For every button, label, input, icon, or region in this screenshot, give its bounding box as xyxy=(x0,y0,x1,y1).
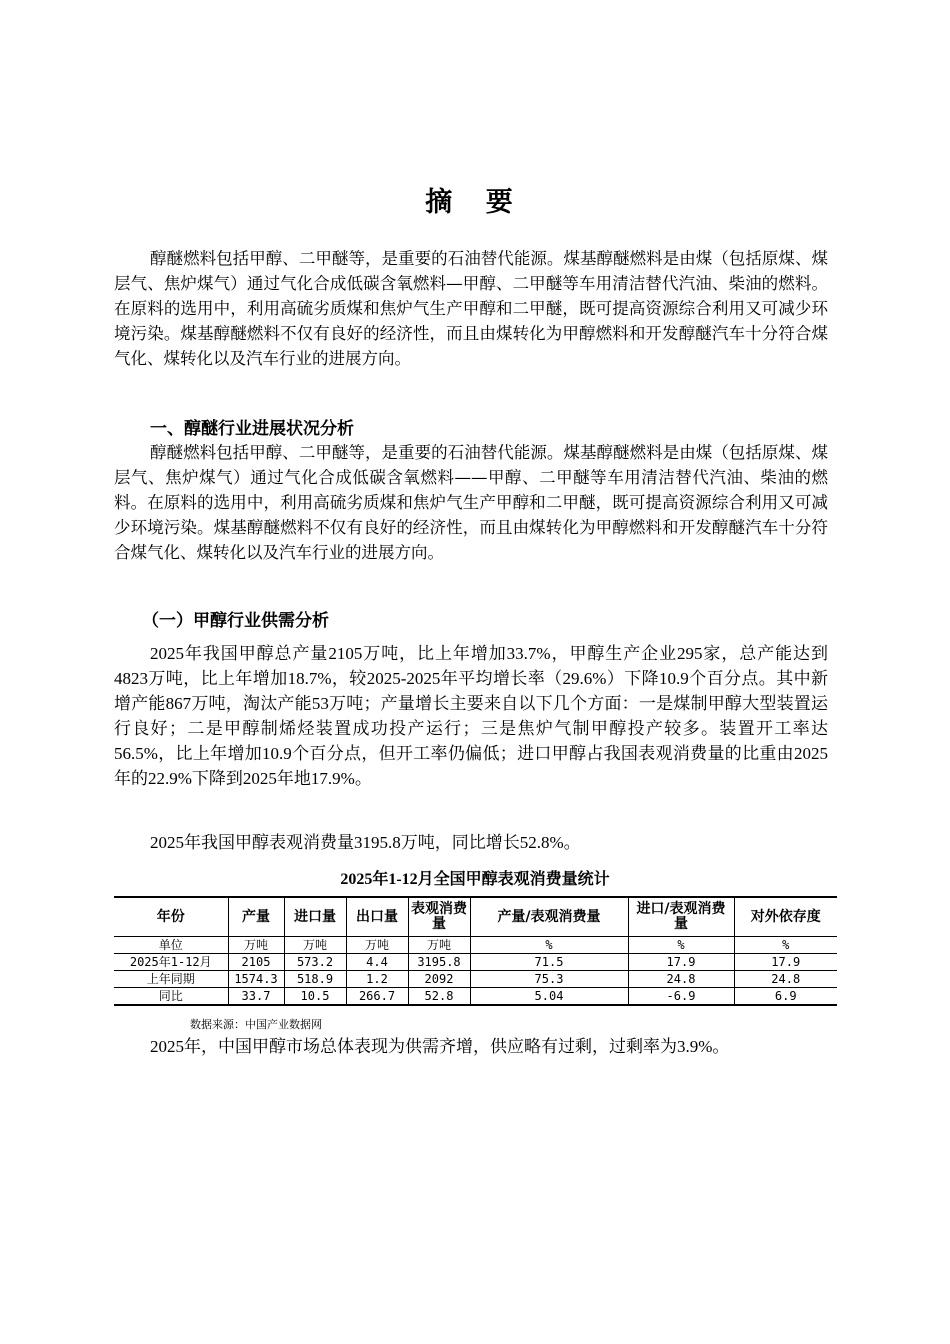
methanol-consumption-table xyxy=(114,896,837,1006)
table-cell: 1574.3 xyxy=(228,971,284,988)
table-row xyxy=(114,937,837,954)
column-header: 产量 xyxy=(228,897,284,937)
table-cell: % xyxy=(470,937,628,954)
table-cell: 2025年1-12月 xyxy=(114,954,228,971)
table-cell: 33.7 xyxy=(228,988,284,1006)
table-cell: 万吨 xyxy=(228,937,284,954)
table-cell: 3195.8 xyxy=(408,954,470,971)
table-cell: 1.2 xyxy=(346,971,408,988)
table-row xyxy=(114,954,837,971)
table-cell: 17.9 xyxy=(734,954,837,971)
table-cell: % xyxy=(734,937,837,954)
table-cell: 17.9 xyxy=(628,954,734,971)
subsection-heading-1: （一）甲醇行业供需分析 xyxy=(142,611,329,631)
column-header: 年份 xyxy=(114,897,228,937)
table-cell: 2092 xyxy=(408,971,470,988)
section-heading-1: 一、醇醚行业进展状况分析 xyxy=(150,419,354,439)
supply-paragraph: 2025年我国甲醇总产量2105万吨，比上年增加33.7%，甲醇生产企业295家，总产能达到4823万吨，比上年增加18.7%，较2025-2025年平均增长率（29.6%）下降10.9个百分点。其中新增产能867万吨，淘汰产能53万吨；产量增长主要来自以下几个方面：一是煤制甲醇大型装置运行良好；二是甲醇制烯烃装置成功投产运行；三是焦炉气制甲醇投产较多。装置开工率达56.5%，比上年增加10.9个百分点，但开工率仍偏低；进口甲醇占我国表观消费量的比重由2025年的22.9%下降到2025年地17.9%。 xyxy=(114,644,828,788)
table-cell: % xyxy=(628,937,734,954)
table-cell: 6.9 xyxy=(734,988,837,1006)
table-row xyxy=(114,971,837,988)
intro-paragraph: 醇醚燃料包括甲醇、二甲醚等，是重要的石油替代能源。煤基醇醚燃料是由煤（包括原煤、煤层气、焦炉煤气）通过气化合成低碳含氧燃料—甲醇、二甲醚等车用清洁替代汽油、柴油的燃料。在原料的选用中，利用高硫劣质煤和焦炉气生产甲醇和二甲醚，既可提高资源综合利用又可减少环境污染。煤基醇醚燃料不仅有良好的经济性，而且由煤转化为甲醇燃料和开发醇醚汽车十分符合煤气化、煤转化以及汽车行业的进展方向。 xyxy=(114,249,828,368)
table-row xyxy=(114,988,837,1006)
page-title: 摘 要 xyxy=(425,187,525,218)
column-header: 产量/表观消费量 xyxy=(470,897,628,937)
table-cell: 万吨 xyxy=(408,937,470,954)
table-cell: 2105 xyxy=(228,954,284,971)
table-cell: 573.2 xyxy=(284,954,346,971)
closing-paragraph: 2025年，中国甲醇市场总体表现为供需齐增，供应略有过剩，过剩率为3.9%。 xyxy=(150,1037,730,1056)
table-cell: 52.8 xyxy=(408,988,470,1006)
column-header: 对外依存度 xyxy=(734,897,837,937)
table-cell: 24.8 xyxy=(628,971,734,988)
column-header: 进口量 xyxy=(284,897,346,937)
section-paragraph-1: 醇醚燃料包括甲醇、二甲醚等，是重要的石油替代能源。煤基醇醚燃料是由煤（包括原煤、煤层气、焦炉煤气）通过气化合成低碳含氧燃料——甲醇、二甲醚等车用清洁替代汽油、柴油的燃料。在原料的选用中，利用高硫劣质煤和焦炉气生产甲醇和二甲醚，既可提高资源综合利用又可减少环境污染。煤基醇醚燃料不仅有良好的经济性，而且由煤转化为甲醇燃料和开发醇醚汽车十分符合煤气化、煤转化以及汽车行业的进展方向。 xyxy=(114,443,828,562)
table-cell: -6.9 xyxy=(628,988,734,1006)
table-cell: 10.5 xyxy=(284,988,346,1006)
table-cell: 518.9 xyxy=(284,971,346,988)
column-header: 出口量 xyxy=(346,897,408,937)
table-cell: 单位 xyxy=(114,937,228,954)
table-caption: 2025年1-12月全国甲醇表观消费量统计 xyxy=(340,871,610,888)
table-cell: 同比 xyxy=(158,989,183,1003)
consumption-paragraph: 2025年我国甲醇表观消费量3195.8万吨，同比增长52.8%。 xyxy=(150,833,581,852)
table-cell: 上年同期 xyxy=(114,971,228,988)
table-source-note: 数据来源：中国产业数据网 xyxy=(190,1018,322,1031)
table-cell: 4.4 xyxy=(346,954,408,971)
table-cell: 266.7 xyxy=(346,988,408,1006)
table-cell: 万吨 xyxy=(346,937,408,954)
column-header: 表观消费量 xyxy=(408,897,470,937)
table-cell: 万吨 xyxy=(284,937,346,954)
table-cell: 71.5 xyxy=(470,954,628,971)
table-cell: 24.8 xyxy=(734,971,837,988)
table-cell: 5.04 xyxy=(470,988,628,1006)
column-header: 进口/表观消费量 xyxy=(628,897,734,937)
table-header-row xyxy=(114,897,837,937)
table-cell: 75.3 xyxy=(470,971,628,988)
